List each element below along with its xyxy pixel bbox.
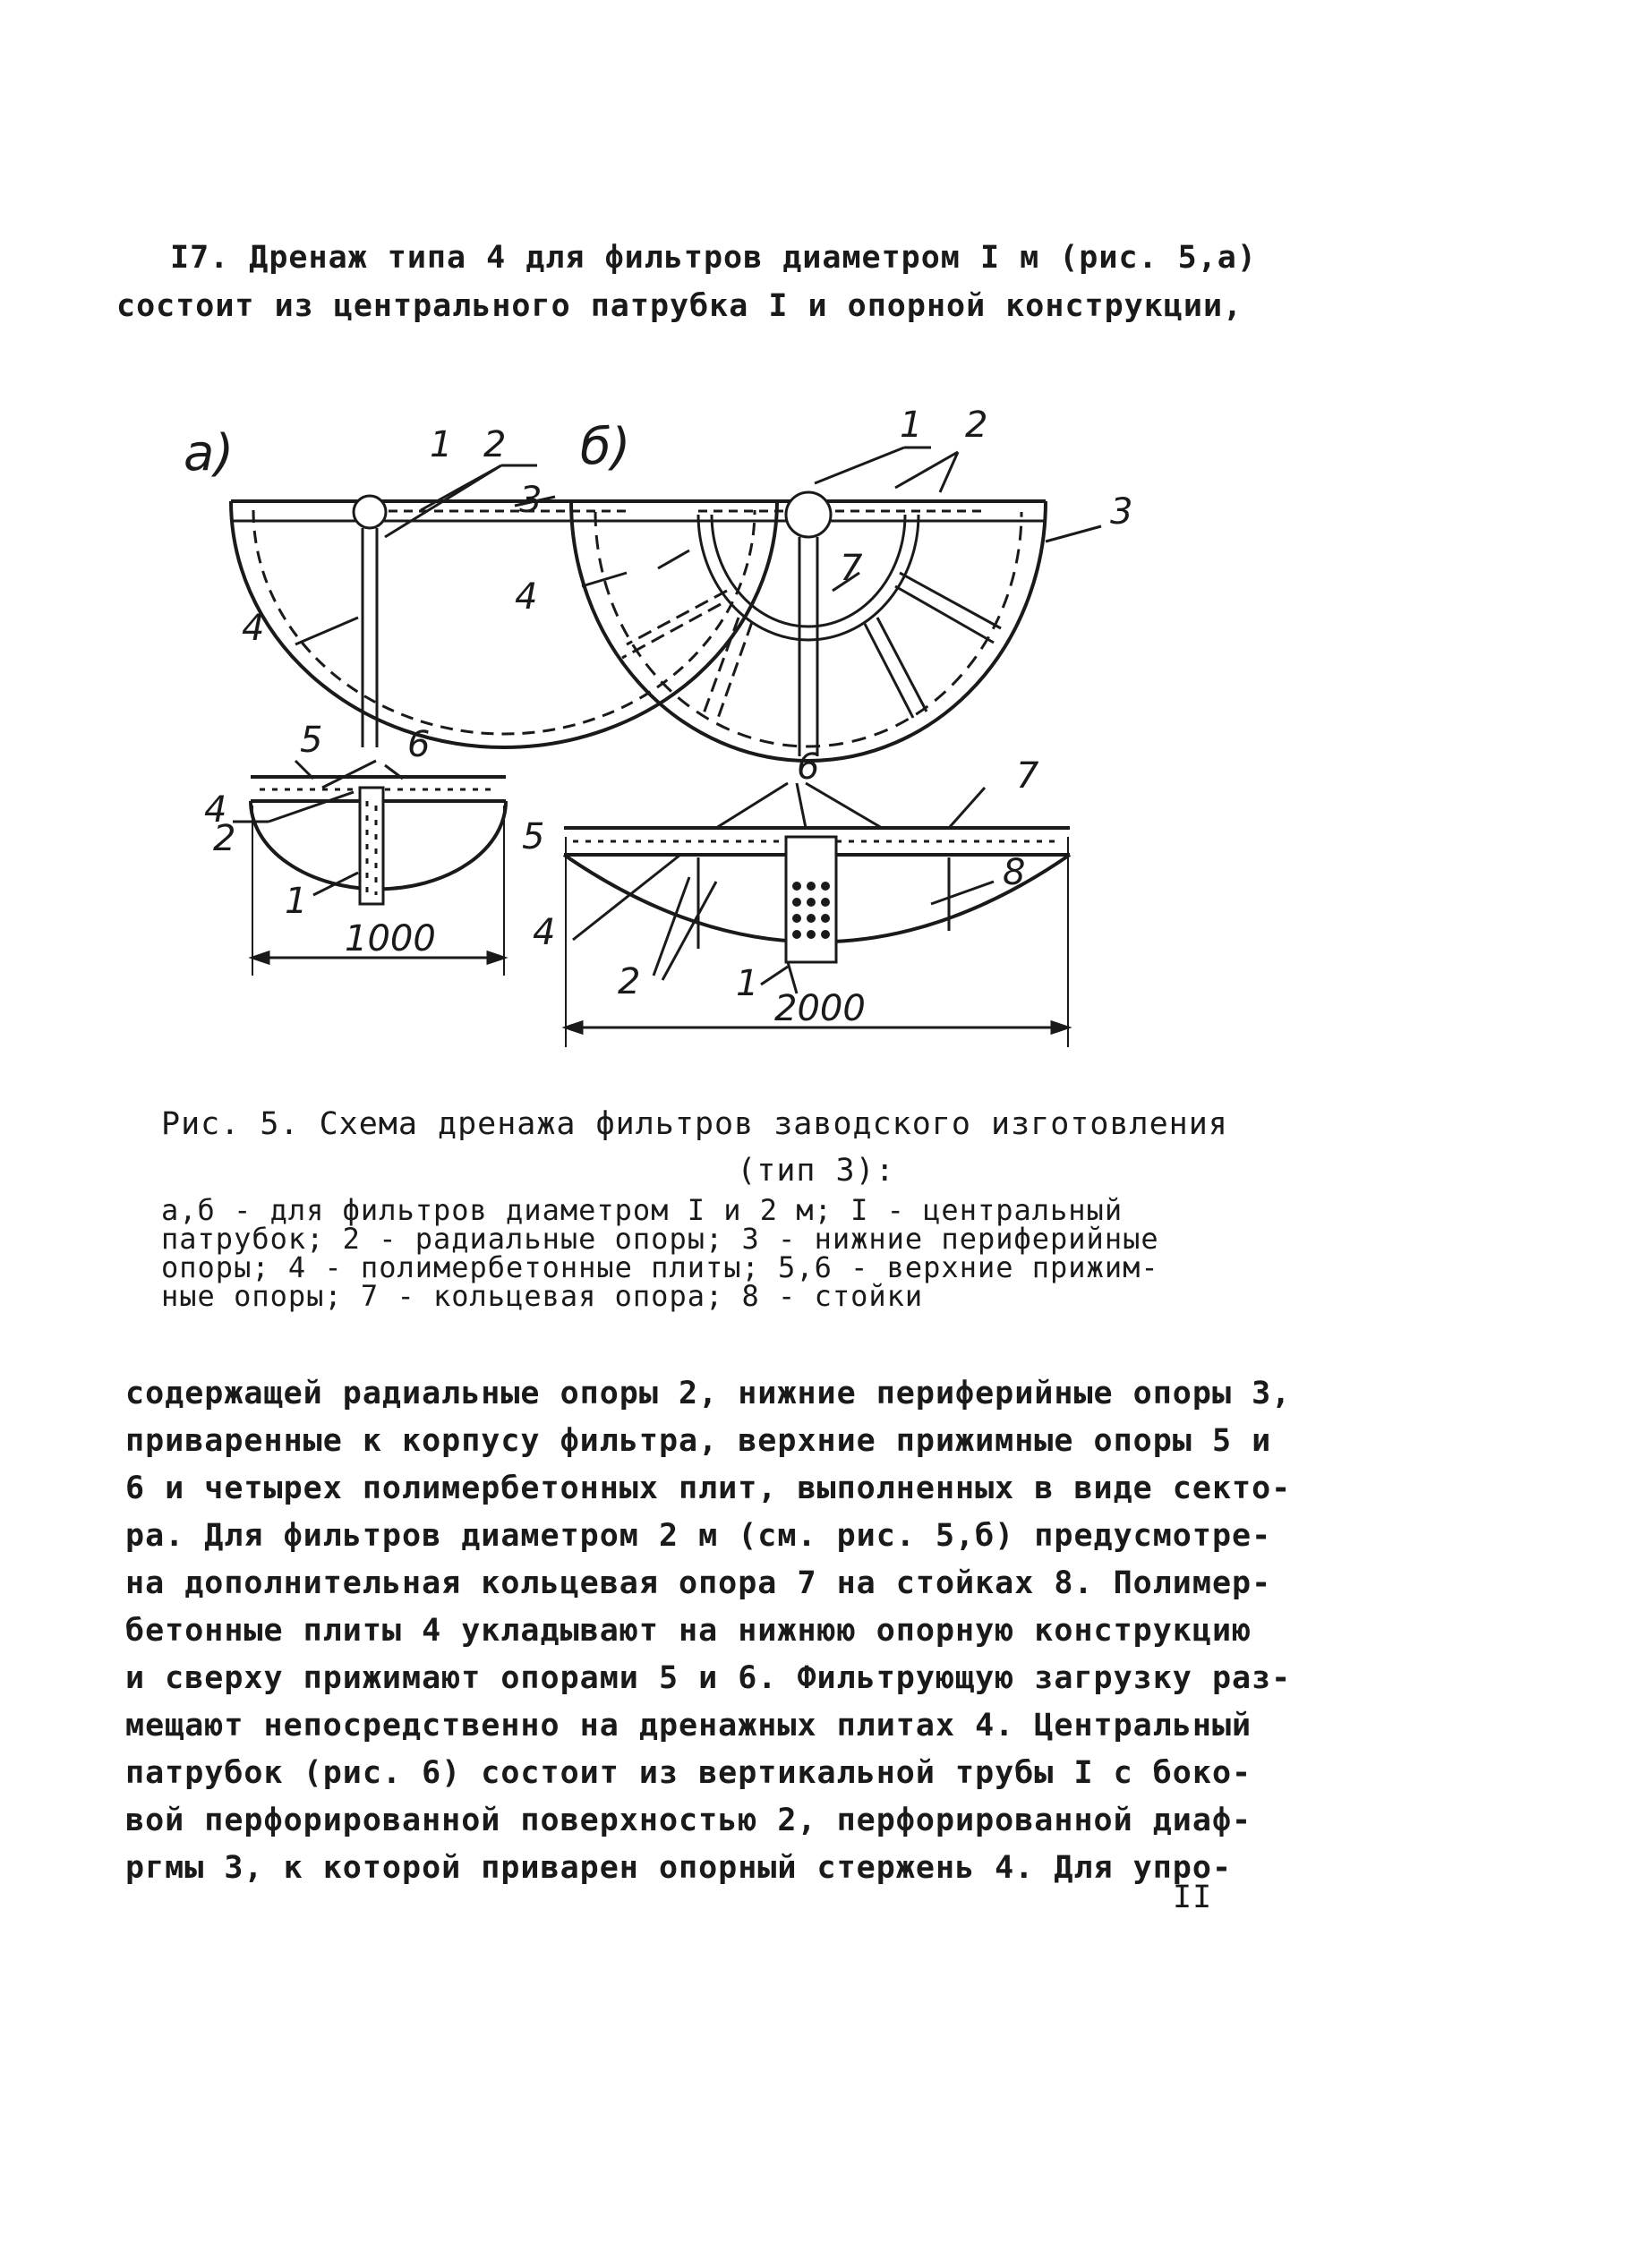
svg-text:1000: 1000 <box>345 918 436 959</box>
caption-legend-line: ные опоры; 7 - кольцевая опора; 8 - стойки <box>161 1279 924 1313</box>
callouts-a <box>242 424 542 649</box>
body-line: и сверху прижимают опорами 5 и 6. Фильтрующую загрузку раз- <box>125 1660 1292 1696</box>
svg-text:7: 7 <box>1016 755 1039 797</box>
plan-view-b <box>571 448 1117 761</box>
body-line: содержащей радиальные опоры 2, нижние периферийные опоры 3, <box>125 1376 1292 1411</box>
svg-text:3: 3 <box>1110 491 1133 533</box>
body-line: ргмы 3, к которой приварен опорный стержень 4. Для упро- <box>125 1850 1233 1886</box>
svg-text:5: 5 <box>300 720 323 761</box>
svg-text:4: 4 <box>515 576 538 618</box>
svg-text:2000: 2000 <box>774 988 866 1029</box>
panel-label-b: б) <box>580 418 631 476</box>
svg-text:2: 2 <box>213 818 236 859</box>
svg-text:6: 6 <box>797 746 820 788</box>
svg-text:2: 2 <box>618 961 641 1002</box>
svg-text:7: 7 <box>840 548 863 589</box>
body-line: 6 и четырех полимербетонных плит, выполненных в виде секто- <box>125 1471 1292 1506</box>
svg-text:1: 1 <box>430 424 453 465</box>
body-line: патрубок (рис. 6) состоит из вертикальной трубы I с боко- <box>125 1755 1252 1791</box>
svg-text:6: 6 <box>407 724 431 765</box>
svg-text:1: 1 <box>900 405 923 446</box>
caption-legend-line: а,б - для фильтров диаметром I и 2 м; I - центральный <box>161 1193 1124 1227</box>
svg-text:1: 1 <box>285 881 308 922</box>
figure-caption-title: Рис. 5. Схема дренажа фильтров заводского изготовления <box>161 1106 1228 1142</box>
body-line: приваренные к корпусу фильтра, верхние прижимные опоры 5 и <box>125 1423 1272 1459</box>
body-line: мещают непосредственно на дренажных плитах 4. Центральный <box>125 1708 1252 1744</box>
body-line: вой перфорированной поверхностью 2, перфорированной диаф- <box>125 1803 1252 1838</box>
page-number: II <box>1173 1880 1213 1915</box>
callouts-section-a <box>204 720 436 959</box>
svg-text:4: 4 <box>533 912 556 953</box>
intro-line-2: состоит из центрального патрубка I и опорной конструкции, <box>116 288 1243 324</box>
svg-text:1: 1 <box>736 963 759 1004</box>
svg-text:2: 2 <box>965 405 988 446</box>
caption-legend-line: опоры; 4 - полимербетонные плиты; 5,6 - верхние прижим- <box>161 1250 1159 1284</box>
figure-caption-subtitle: (тип 3): <box>737 1153 895 1189</box>
panel-label-a: а) <box>184 424 235 482</box>
body-line: ра. Для фильтров диаметром 2 м (см. рис. 5,б) предусмотре- <box>125 1518 1272 1554</box>
svg-text:4: 4 <box>242 608 265 649</box>
svg-text:8: 8 <box>1003 852 1026 893</box>
svg-text:2: 2 <box>483 424 507 465</box>
body-line: на дополнительная кольцевая опора 7 на стойках 8. Полимер- <box>125 1565 1272 1601</box>
body-line: бетонные плиты 4 укладывают на нижнюю опорную конструкцию <box>125 1613 1252 1649</box>
caption-legend-line: патрубок; 2 - радиальные опоры; 3 - нижние периферийные <box>161 1222 1159 1256</box>
intro-line-1: I7. Дренаж типа 4 для фильтров диаметром I м (рис. 5,а) <box>170 240 1257 276</box>
svg-text:3: 3 <box>519 480 543 521</box>
svg-text:5: 5 <box>522 816 545 857</box>
svg-text:4: 4 <box>204 789 227 831</box>
